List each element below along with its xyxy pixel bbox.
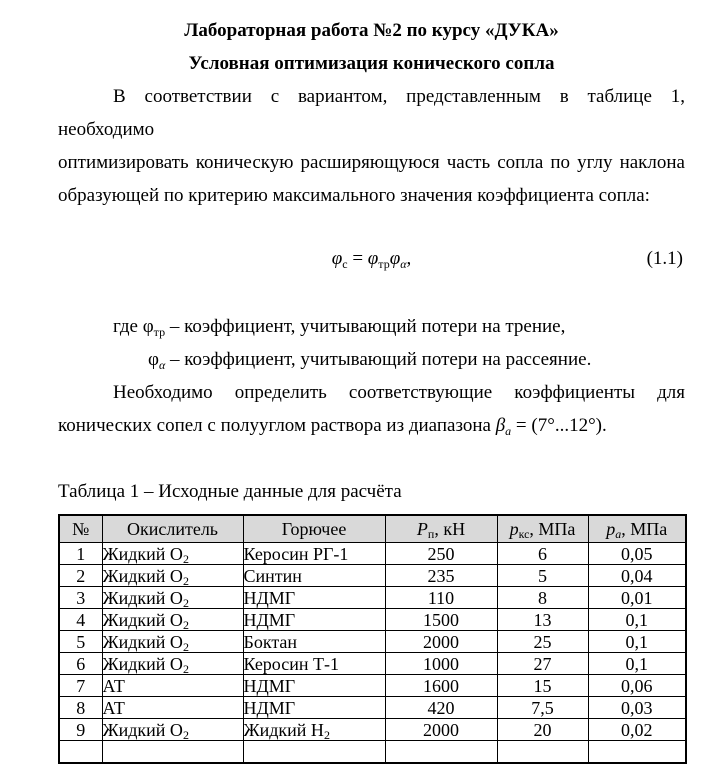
table-row xyxy=(59,719,686,741)
cell-oxidizer xyxy=(102,543,243,565)
cell-num: 1 xyxy=(59,543,102,565)
task-line-2-text: конических сопел с полууглом раствора из диапазона xyxy=(58,415,496,436)
cell-fuel-text: Керосин Т-1 xyxy=(243,653,340,674)
equation-formula xyxy=(58,242,685,275)
where-friction-symbol: где φ xyxy=(113,316,154,337)
phi-alpha-symbol: φ xyxy=(389,248,401,269)
cell-num: 8 xyxy=(59,697,102,719)
cell-chamber-pressure: 27 xyxy=(497,653,588,675)
cell-fuel-text: Синтин xyxy=(243,565,302,586)
header-ambient-pressure xyxy=(588,515,686,543)
cell-thrust xyxy=(385,741,497,764)
cell-oxidizer-text: Жидкий О xyxy=(102,587,183,608)
cell-fuel xyxy=(243,543,385,565)
task-paragraph xyxy=(58,376,685,442)
table-row xyxy=(59,587,686,609)
cell-ambient-pressure: 0,1 xyxy=(588,609,686,631)
equation-block xyxy=(58,242,685,275)
header-fuel: Горючее xyxy=(243,515,385,543)
task-period: . xyxy=(602,415,607,436)
cell-thrust: 1500 xyxy=(385,609,497,631)
beta-subscript: а xyxy=(505,424,512,438)
cell-chamber-pressure: 15 xyxy=(497,675,588,697)
cell-ambient-pressure: 0,06 xyxy=(588,675,686,697)
table-caption: Таблица 1 – Исходные данные для расчёта xyxy=(58,481,402,502)
intro-line-3: образующей по критерию максимального значения коэффициента сопла: xyxy=(58,185,650,206)
cell-oxidizer-text: Жидкий О xyxy=(102,653,183,674)
cell-oxidizer-subscript: 2 xyxy=(182,727,189,742)
cell-fuel xyxy=(243,675,385,697)
header-num: № xyxy=(59,515,102,543)
cell-oxidizer-subscript: 2 xyxy=(182,595,189,610)
cell-fuel xyxy=(243,565,385,587)
cell-fuel-text: Керосин РГ-1 xyxy=(243,543,349,564)
cell-oxidizer-text: Жидкий О xyxy=(102,543,183,564)
header-ambient-pressure-subscript: a xyxy=(615,527,622,541)
cell-oxidizer-subscript: 2 xyxy=(182,617,189,632)
equation-comma: , xyxy=(406,248,412,269)
table-row xyxy=(59,543,686,565)
header-thrust-symbol: P xyxy=(416,519,428,539)
cell-fuel-text: Жидкий Н xyxy=(243,719,324,740)
task-line-2 xyxy=(58,409,685,442)
table-row xyxy=(59,697,686,719)
equals-sign: = xyxy=(347,248,368,269)
cell-num: 7 xyxy=(59,675,102,697)
intro-line-2: оптимизировать коническую расширяющуюся часть сопла по углу наклона xyxy=(58,152,685,173)
where-definitions xyxy=(58,310,685,376)
cell-oxidizer xyxy=(102,565,243,587)
beta-range: = (7°...12°) xyxy=(511,415,602,436)
cell-thrust: 420 xyxy=(385,697,497,719)
cell-fuel-text: НДМГ xyxy=(243,609,296,630)
phi-alpha-subscript: α xyxy=(400,257,407,271)
header-thrust xyxy=(385,515,497,543)
cell-oxidizer xyxy=(102,675,243,697)
cell-thrust: 2000 xyxy=(385,719,497,741)
table-row xyxy=(59,609,686,631)
cell-ambient-pressure: 0,01 xyxy=(588,587,686,609)
where-divergence-line xyxy=(148,343,685,376)
where-divergence-text: – коэффициент, учитывающий потери на рассеяние. xyxy=(165,349,592,370)
cell-oxidizer-text: Жидкий О xyxy=(102,719,183,740)
cell-oxidizer-subscript: 2 xyxy=(182,661,189,676)
cell-ambient-pressure xyxy=(588,741,686,764)
where-divergence-subscript: α xyxy=(158,358,166,372)
cell-fuel xyxy=(243,653,385,675)
phi-c-subscript: с xyxy=(342,257,348,271)
cell-fuel-text: НДМГ xyxy=(243,675,296,696)
table-row xyxy=(59,675,686,697)
cell-chamber-pressure: 7,5 xyxy=(497,697,588,719)
cell-oxidizer xyxy=(102,609,243,631)
intro-paragraph xyxy=(58,80,685,212)
table-row xyxy=(59,631,686,653)
cell-chamber-pressure: 8 xyxy=(497,587,588,609)
where-friction-line xyxy=(113,310,685,343)
cell-ambient-pressure: 0,02 xyxy=(588,719,686,741)
cell-thrust: 250 xyxy=(385,543,497,565)
data-table xyxy=(58,514,687,764)
cell-fuel xyxy=(243,587,385,609)
cell-fuel-text: НДМГ xyxy=(243,587,296,608)
cell-oxidizer-text: Жидкий О xyxy=(102,631,183,652)
cell-fuel-text: НДМГ xyxy=(243,697,296,718)
header-chamber-pressure xyxy=(497,515,588,543)
phi-c-symbol: φ xyxy=(331,248,343,269)
cell-oxidizer-subscript: 2 xyxy=(182,551,189,566)
cell-ambient-pressure: 0,1 xyxy=(588,631,686,653)
header-ambient-pressure-unit: , МПа xyxy=(621,519,668,539)
cell-num: 5 xyxy=(59,631,102,653)
header-thrust-subscript: п xyxy=(427,527,435,541)
header-chamber-pressure-unit: , МПа xyxy=(529,519,576,539)
cell-fuel xyxy=(243,719,385,741)
cell-chamber-pressure: 13 xyxy=(497,609,588,631)
cell-oxidizer-subscript: 2 xyxy=(182,639,189,654)
lab-title: Лабораторная работа №2 по курсу «ДУКА» xyxy=(184,20,559,41)
task-line-1: Необходимо определить соответствующие коэффициенты для xyxy=(113,382,685,403)
cell-oxidizer xyxy=(102,741,243,764)
cell-oxidizer-subscript: 2 xyxy=(182,573,189,588)
cell-ambient-pressure: 0,03 xyxy=(588,697,686,719)
table-row xyxy=(59,565,686,587)
cell-thrust: 110 xyxy=(385,587,497,609)
header-thrust-unit: , кН xyxy=(434,519,466,539)
cell-oxidizer-text: АТ xyxy=(102,675,125,696)
cell-oxidizer xyxy=(102,587,243,609)
cell-ambient-pressure: 0,05 xyxy=(588,543,686,565)
phi-tr-subscript: тр xyxy=(378,257,390,271)
cell-fuel xyxy=(243,609,385,631)
cell-num: 9 xyxy=(59,719,102,741)
header-chamber-pressure-subscript: кс xyxy=(518,527,530,541)
intro-line-1: В соответствии с вариантом, представленным в таблице 1, необходимо xyxy=(58,86,685,140)
cell-chamber-pressure: 5 xyxy=(497,565,588,587)
table-row-clipped xyxy=(59,741,686,764)
where-divergence-symbol: φ xyxy=(148,349,159,370)
cell-chamber-pressure: 6 xyxy=(497,543,588,565)
cell-thrust: 1600 xyxy=(385,675,497,697)
equation-number: (1.1) xyxy=(646,248,683,269)
lab-subtitle: Условная оптимизация конического сопла xyxy=(188,53,555,74)
cell-oxidizer-text: Жидкий О xyxy=(102,609,183,630)
cell-num: 4 xyxy=(59,609,102,631)
table-row xyxy=(59,653,686,675)
cell-oxidizer xyxy=(102,631,243,653)
cell-chamber-pressure xyxy=(497,741,588,764)
header-chamber-pressure-symbol: p xyxy=(509,519,519,539)
where-friction-text: – коэффициент, учитывающий потери на трение, xyxy=(165,316,566,337)
cell-num: 2 xyxy=(59,565,102,587)
cell-chamber-pressure: 20 xyxy=(497,719,588,741)
beta-symbol: β xyxy=(495,415,506,436)
cell-oxidizer-text: АТ xyxy=(102,697,125,718)
cell-fuel-subscript: 2 xyxy=(323,727,330,742)
cell-num: 3 xyxy=(59,587,102,609)
header-ambient-pressure-symbol: p xyxy=(606,519,616,539)
cell-num: 6 xyxy=(59,653,102,675)
cell-oxidizer xyxy=(102,697,243,719)
cell-fuel-text: Боктан xyxy=(243,631,298,652)
cell-fuel xyxy=(243,697,385,719)
table-header-row xyxy=(59,515,686,543)
cell-thrust: 1000 xyxy=(385,653,497,675)
phi-tr-symbol: φ xyxy=(367,248,379,269)
cell-fuel xyxy=(243,741,385,764)
cell-thrust: 235 xyxy=(385,565,497,587)
cell-oxidizer xyxy=(102,653,243,675)
cell-oxidizer-text: Жидкий О xyxy=(102,565,183,586)
header-oxidizer: Окислитель xyxy=(102,515,243,543)
cell-oxidizer xyxy=(102,719,243,741)
cell-thrust: 2000 xyxy=(385,631,497,653)
where-friction-subscript: тр xyxy=(153,325,166,339)
cell-num xyxy=(59,741,102,764)
cell-fuel xyxy=(243,631,385,653)
cell-chamber-pressure: 25 xyxy=(497,631,588,653)
cell-ambient-pressure: 0,1 xyxy=(588,653,686,675)
cell-ambient-pressure: 0,04 xyxy=(588,565,686,587)
